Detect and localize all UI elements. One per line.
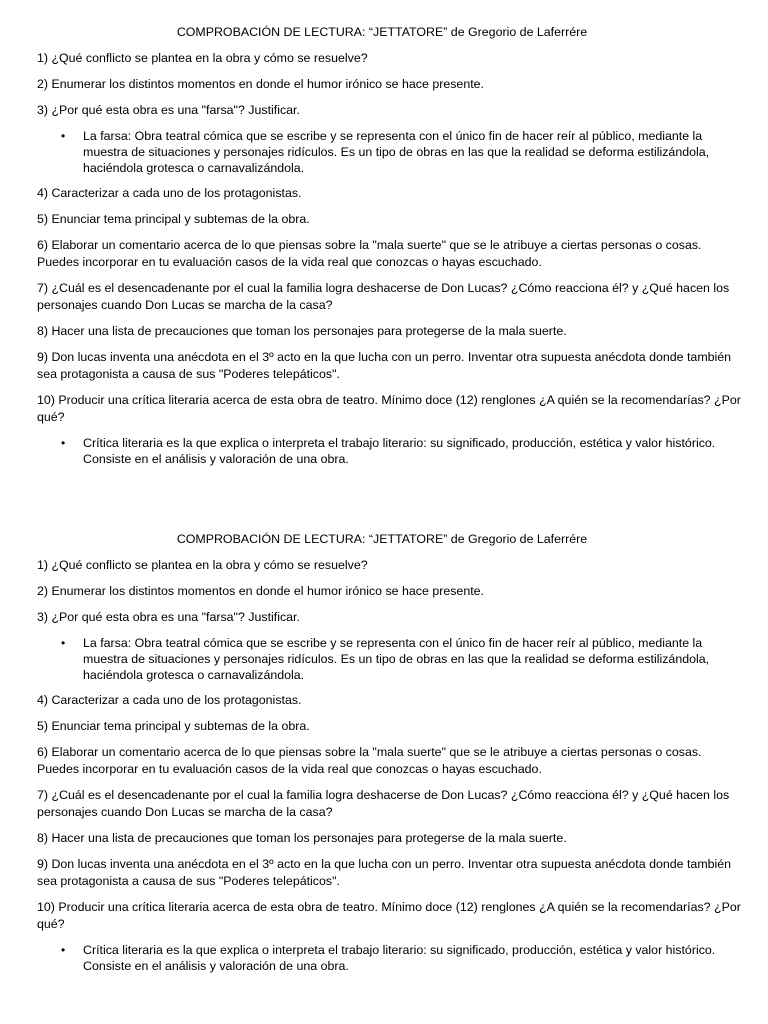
critica-definition-text: Crítica literaria es la que explica o interpreta el trabajo literario: su significado, producción, estética y valor histórico. Consiste en el análisis y valoración de una obra.	[83, 436, 716, 466]
farsa-definition	[0, 128, 768, 176]
question-7: 7) ¿Cuál es el desencadenante por el cual la familia logra deshacerse de Don Lucas? ¿Cómo reacciona él? y ¿Qué hacen los personajes cuando Don Lucas se marcha de la casa?	[37, 788, 730, 819]
question-8: 8) Hacer una lista de precauciones que toman los personajes para protegerse de la mala suerte.	[37, 324, 567, 338]
question-4: 4) Caracterizar a cada uno de los protagonistas.	[37, 186, 302, 200]
question-3: 3) ¿Por qué esta obra es una "farsa"? Justificar.	[37, 610, 300, 624]
question-2: 2) Enumerar los distintos momentos en donde el humor irónico se hace presente.	[37, 77, 484, 91]
question-5: 5) Enunciar tema principal y subtemas de la obra.	[37, 719, 310, 733]
question-5: 5) Enunciar tema principal y subtemas de la obra.	[37, 212, 310, 226]
critica-definition-text: Crítica literaria es la que explica o interpreta el trabajo literario: su significado, producción, estética y valor histórico. Consiste en el análisis y valoración de una obra.	[83, 943, 716, 973]
worksheet-title: COMPROBACIÓN DE LECTURA: “JETTATORE” de Gregorio de Laferrére	[176, 532, 588, 546]
question-8: 8) Hacer una lista de precauciones que toman los personajes para protegerse de la mala suerte.	[37, 831, 567, 845]
question-10: 10) Producir una crítica literaria acerca de esta obra de teatro. Mínimo doce (12) renglones ¿A quién se la recomendarías? ¿Por qué?	[37, 393, 741, 424]
farsa-definition-text: La farsa: Obra teatral cómica que se escribe y se representa con el único fin de hacer reír al público, mediante la muestra de situaciones y personajes ridículos. Es un tipo de obras en las que la realidad se deforma estilizándola, haciéndola grotesca o carnavalizándola.	[83, 129, 710, 175]
worksheet-title: COMPROBACIÓN DE LECTURA: “JETTATORE” de Gregorio de Laferrére	[176, 25, 588, 39]
worksheet-copy-2	[0, 531, 768, 983]
question-1: 1) ¿Qué conflicto se plantea en la obra y cómo se resuelve?	[37, 558, 368, 572]
bullet-icon: •	[61, 943, 66, 957]
question-4: 4) Caracterizar a cada uno de los protagonistas.	[37, 693, 302, 707]
critica-definition	[0, 942, 768, 974]
question-6: 6) Elaborar un comentario acerca de lo que piensas sobre la "mala suerte" que se le atribuye a ciertas personas o cosas. Puedes incorporar en tu evaluación casos de la vida real que conozcas o hayas escuchado.	[37, 238, 702, 269]
question-10: 10) Producir una crítica literaria acerca de esta obra de teatro. Mínimo doce (12) renglones ¿A quién se la recomendarías? ¿Por qué?	[37, 900, 741, 931]
farsa-definition	[0, 635, 768, 683]
worksheet-copy-1	[0, 24, 768, 476]
bullet-icon: •	[61, 436, 66, 450]
farsa-definition-text: La farsa: Obra teatral cómica que se escribe y se representa con el único fin de hacer reír al público, mediante la muestra de situaciones y personajes ridículos. Es un tipo de obras en las que la realidad se deforma estilizándola, haciéndola grotesca o carnavalizándola.	[83, 636, 710, 682]
bullet-icon: •	[61, 129, 66, 143]
question-6: 6) Elaborar un comentario acerca de lo que piensas sobre la "mala suerte" que se le atribuye a ciertas personas o cosas. Puedes incorporar en tu evaluación casos de la vida real que conozcas o hayas escuchado.	[37, 745, 702, 776]
question-2: 2) Enumerar los distintos momentos en donde el humor irónico se hace presente.	[37, 584, 484, 598]
question-7: 7) ¿Cuál es el desencadenante por el cual la familia logra deshacerse de Don Lucas? ¿Cómo reacciona él? y ¿Qué hacen los personajes cuando Don Lucas se marcha de la casa?	[37, 281, 730, 312]
question-3: 3) ¿Por qué esta obra es una "farsa"? Justificar.	[37, 103, 300, 117]
question-9: 9) Don lucas inventa una anécdota en el 3º acto en la que lucha con un perro. Inventar otra supuesta anécdota donde también sea protagonista a causa de sus "Poderes telepáticos".	[37, 857, 732, 888]
bullet-icon: •	[61, 636, 66, 650]
question-9: 9) Don lucas inventa una anécdota en el 3º acto en la que lucha con un perro. Inventar otra supuesta anécdota donde también sea protagonista a causa de sus "Poderes telepáticos".	[37, 350, 732, 381]
critica-definition	[0, 435, 768, 467]
question-1: 1) ¿Qué conflicto se plantea en la obra y cómo se resuelve?	[37, 51, 368, 65]
